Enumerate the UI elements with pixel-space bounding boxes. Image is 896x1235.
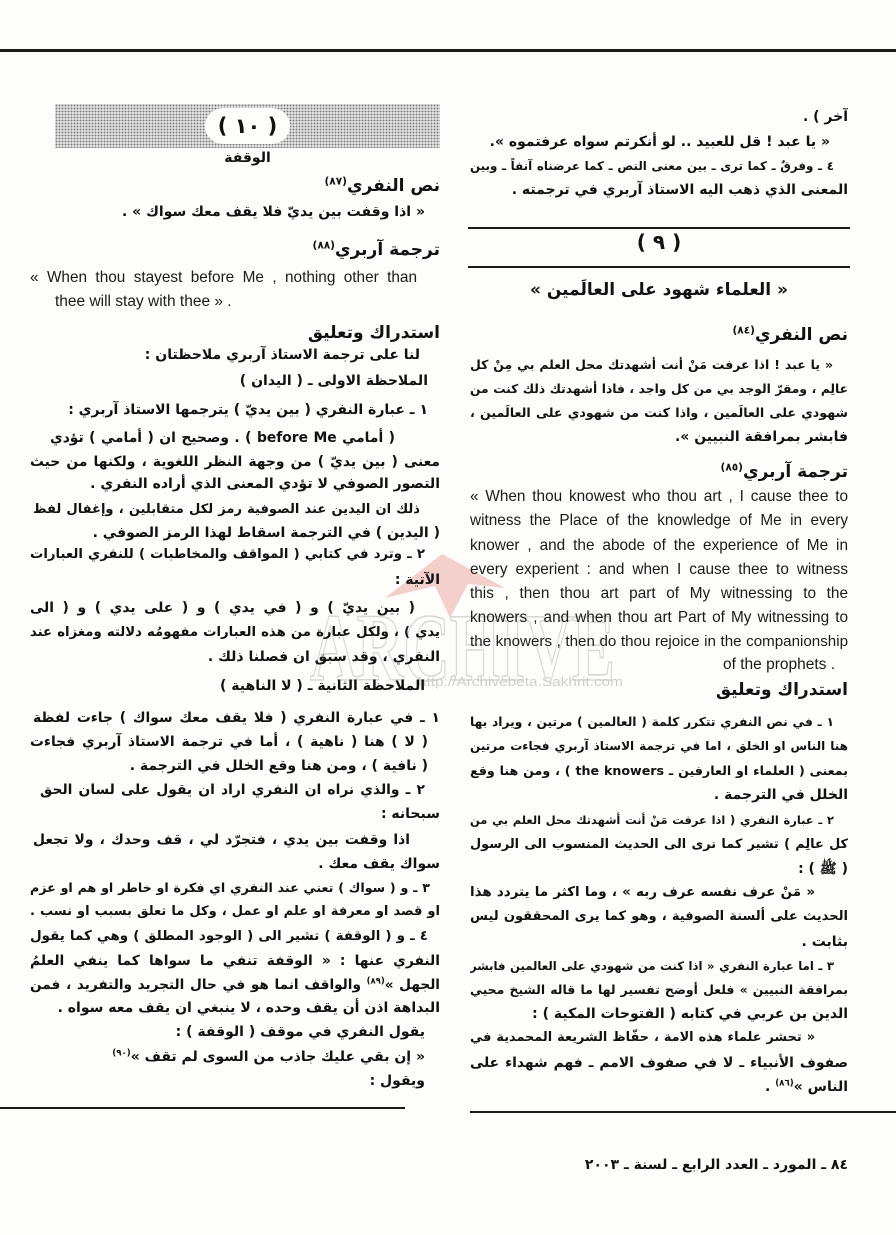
commentary-line: بمرافقة النبيين » فلعل أوضح تفسير لها ما قاله الشيخ محيي	[470, 982, 848, 997]
commentary-line: الحديث على ألسنة الصوفية ، وهو كما يرى المحققون ليس	[470, 909, 848, 924]
footnote-ref: (٨٨)	[312, 239, 335, 252]
commentary-line: ٣ ـ و ( سواك ) تعني عند النفري اي فكرة او خاطر او هم او عزم	[30, 880, 430, 895]
translation-line: « When thou stayest before Me , nothing other than	[30, 269, 417, 286]
nass-heading	[30, 173, 440, 199]
translation-line: « When thou knowest who thou art , I cause thee to	[470, 488, 848, 505]
watermark-url: http://Archivebeta.Sakhrit.com	[418, 674, 623, 689]
section-title: « العلماء شهود على العالَمين »	[529, 280, 789, 300]
commentary-line: بمعنى ( العلماء او العارفين ـ the knowers ) ، ومن هنا وقع	[470, 763, 848, 778]
heading-text: نص النفري	[754, 325, 848, 345]
continuation-line: ٤ ـ وفرقٌ ـ كما ترى ـ بين معنى النص ـ كما عرضناه آنفاً ـ وبين	[470, 159, 834, 173]
commentary-line: ٣ ـ اما عبارة النفري « اذا كنت من شهودي على العالمين فابشر	[470, 959, 834, 973]
commentary-line: يدي ) ، ولكل عبارة من هذه العبارات مفهومُه دلالته ومغزاه عند	[30, 625, 440, 640]
commentary-line: ذلك ان اليدين عند الصوفية رمز لكل متقابلين ، وإغفال لفظ	[33, 502, 420, 517]
commentary-line: « مَنْ عرف نفسه عرف ربه » ، وما اكثر ما يتردد هذا	[470, 885, 815, 900]
footnote-ref: (٩٠)	[112, 1048, 131, 1059]
footnote-ref: (٨٩)	[366, 975, 385, 986]
section-rule	[468, 266, 850, 268]
remark-heading: الملاحظة الثانية ـ ( لا الناهية )	[220, 678, 425, 694]
nass-heading	[470, 322, 848, 348]
commentary-line: سبحانه :	[380, 806, 440, 822]
commentary-line: ( ﷺ ) :	[798, 861, 848, 877]
commentary-line: الدين بن عربي في كتابه ( الفتوحات المكية ) :	[532, 1006, 848, 1022]
translation-line: thee will stay with thee » .	[55, 293, 232, 310]
commentary-line: كل عالِم ) تشير كما نرى الى الحديث المنسوب الى الرسول	[470, 837, 848, 852]
commentary-line: ٢ ـ والذي نراه ان النفري اراد ان يقول على لسان الحق	[40, 782, 425, 798]
section-number: ( ٩ )	[636, 230, 682, 254]
translation-line: this , then thou art part of My witnessing to the	[470, 585, 848, 602]
commentary-line: النفري ، وقد سبق ان فصلنا ذلك .	[207, 649, 440, 665]
bottom-rule	[470, 1111, 896, 1113]
translation-line: knower , and the abode of the experience of Me in	[470, 537, 848, 554]
footnote-ref: (٨٥)	[720, 461, 743, 474]
commentary-line: الآتية :	[394, 572, 440, 588]
page-footer: ٨٤ ـ المورد ـ العدد الرابع ـ لسنة ـ ٢٠٠٣	[584, 1157, 848, 1173]
footnote-ref: (٨٧)	[324, 175, 347, 188]
translation-line: knowers , and when thou art Part of My witnessing to	[470, 609, 848, 626]
nass-line: عالِم ، ومقرّ الوجد بي من كل واجد ، فاذا أشهدتك ذلك كنت من	[470, 382, 848, 396]
commentary-line: البداهة اذن أن يقف وحده ، لا ينبغي ان يقف معه سواه .	[57, 1000, 440, 1016]
translation-heading	[470, 459, 848, 485]
commentary-line: ويقول :	[369, 1073, 425, 1089]
commentary-line: ١ ـ في نص النفري تتكرر كلمة ( العالمين ) مرتين ، ويراد بها	[470, 715, 834, 729]
commentary-line	[30, 974, 440, 996]
footnote-ref: (٨٦)	[775, 1078, 794, 1089]
commentary-heading: استدراك وتعليق	[307, 323, 440, 343]
commentary-line: ١ ـ في عبارة النفري ( فلا يقف معك سواك ) جاءت لفظة	[33, 710, 440, 726]
commentary-line: لنا على ترجمة الاستاذ آربري ملاحظتان :	[144, 347, 420, 363]
continuation-line: « يا عبد ! قل للعبيد .. لو أنكرتم سواه عرفتموه ».	[489, 134, 830, 150]
bottom-rule	[0, 1107, 405, 1109]
commentary-line: ١ ـ عبارة النفري ( بين يديّ ) يترجمها الاستاذ آربري :	[68, 402, 428, 418]
nass-line: « اذا وقفت بين يديّ فلا يقف معك سواك » .	[121, 204, 425, 220]
commentary-line: الخلل في الترجمة .	[713, 787, 848, 803]
translation-line: witness the Place of the knowledge of Me in every	[470, 512, 848, 529]
commentary-line: ( اليدين ) في الترجمة اسقاط لهذا الرمز الصوفي .	[92, 525, 440, 541]
quote-text: « إن بقي عليك جاذب من السوى لم تقف »	[130, 1049, 425, 1065]
commentary-text: والواقف انما هو في حال التجريد والتفريد ، فمن	[30, 977, 367, 993]
section-number: ( ١٠ )	[205, 108, 290, 144]
commentary-text: الناس »	[793, 1079, 848, 1095]
heading-text: ترجمة آربري	[743, 462, 848, 482]
commentary-line: ٤ ـ و ( الوقفة ) تشير الى ( الوجود المطلق ) وهي كما يقول	[30, 929, 428, 944]
commentary-line: التصور الصوفي لا تؤدي المعنى الذي أراده النفري .	[90, 476, 440, 492]
quote-line	[30, 1046, 440, 1068]
footnote-ref: (٨٤)	[732, 324, 755, 337]
nass-line: « يا عبد ! اذا عرفت مَنْ أنت أشهدتك محل العلم بي مِنْ كل	[470, 357, 833, 372]
commentary-line: ٢ ـ عبارة النفري ( اذا عرفت مَنْ أنت أشهدتك محل العلم بي من	[470, 813, 834, 827]
heading-text: ترجمة آربري	[335, 240, 440, 260]
commentary-line: ٢ ـ وترد في كتابي ( المواقف والمخاطبات ) للنفري العبارات	[30, 547, 425, 562]
commentary-line: ( أمامي before Me ) . وصحيح ان ( أمامي ) تؤدي	[50, 430, 395, 446]
commentary-line: سواك يقف معك .	[318, 856, 440, 872]
translation-line: the knowers , then do thou rejoice in the companionship	[470, 633, 848, 650]
translation-line: every experient : and when I cause thee to witness	[470, 561, 848, 578]
top-rule	[0, 49, 896, 52]
commentary-line: « تحشر علماء هذه الامة ، حفّاظ الشريعة المحمدية في	[470, 1030, 815, 1045]
commentary-line: يقول النفري في موقف ( الوقفة ) :	[175, 1024, 425, 1040]
commentary-line	[470, 1076, 848, 1098]
section-number-box	[55, 104, 440, 148]
translation-heading	[30, 237, 440, 263]
commentary-line: او قصد او معرفة او علم او عمل ، وكل ما تعلق بسبب او نسب .	[30, 904, 440, 919]
commentary-text: الجهل »	[384, 977, 440, 993]
commentary-line: صفوف الأنبياء ـ لا في صفوف الامم ـ فهم شهداء على	[470, 1055, 848, 1071]
nass-line: شهودي على العالَمين ، واذا كنت من شهودي على العالَمين ،	[470, 405, 848, 420]
section-title: الوقفة	[224, 150, 271, 166]
commentary-heading: استدراك وتعليق	[715, 680, 848, 700]
commentary-line: هنا الناس او الخلق ، اما في ترجمة الاستاذ آربري فجاءت مرتين	[470, 739, 848, 753]
commentary-line: معنى ( بين يديّ ) من وجهة النظر اللغوية ، ولكنها من حيث	[30, 454, 440, 470]
translation-line: of the prophets .	[723, 656, 836, 673]
remark-heading: الملاحظة الاولى ـ ( اليدان )	[239, 373, 428, 389]
commentary-text: .	[765, 1079, 776, 1095]
nass-line: فابشر بمرافقة النبيين ».	[674, 429, 848, 445]
watermark-word: ARCHIVE	[310, 594, 615, 701]
continuation-line: المعنى الذي ذهب اليه الاستاذ آربري في ترجمته .	[511, 182, 848, 198]
continuation-line: آخر ) .	[802, 109, 848, 125]
commentary-line: النفري عنها : « الوقفة تنفي ما سواها كما ينفي العلمُ	[30, 953, 440, 969]
commentary-line: ( لا ) هنا ( ناهية ) ، أما في ترجمة الاستاذ آربري فجاءت	[30, 734, 428, 750]
commentary-line: ( بين يديّ ) و ( في يدي ) و ( على يدي ) و ( الى	[30, 600, 415, 616]
commentary-line: ( نافية ) ، ومن هنا وقع الخلل في الترجمة .	[129, 758, 428, 774]
commentary-line: بثابت .	[801, 934, 848, 950]
heading-text: نص النفري	[346, 176, 440, 196]
commentary-line: اذا وقفت بين يدي ، فتجرّد لي ، قف وحدك ، ولا تجعل	[33, 832, 410, 848]
